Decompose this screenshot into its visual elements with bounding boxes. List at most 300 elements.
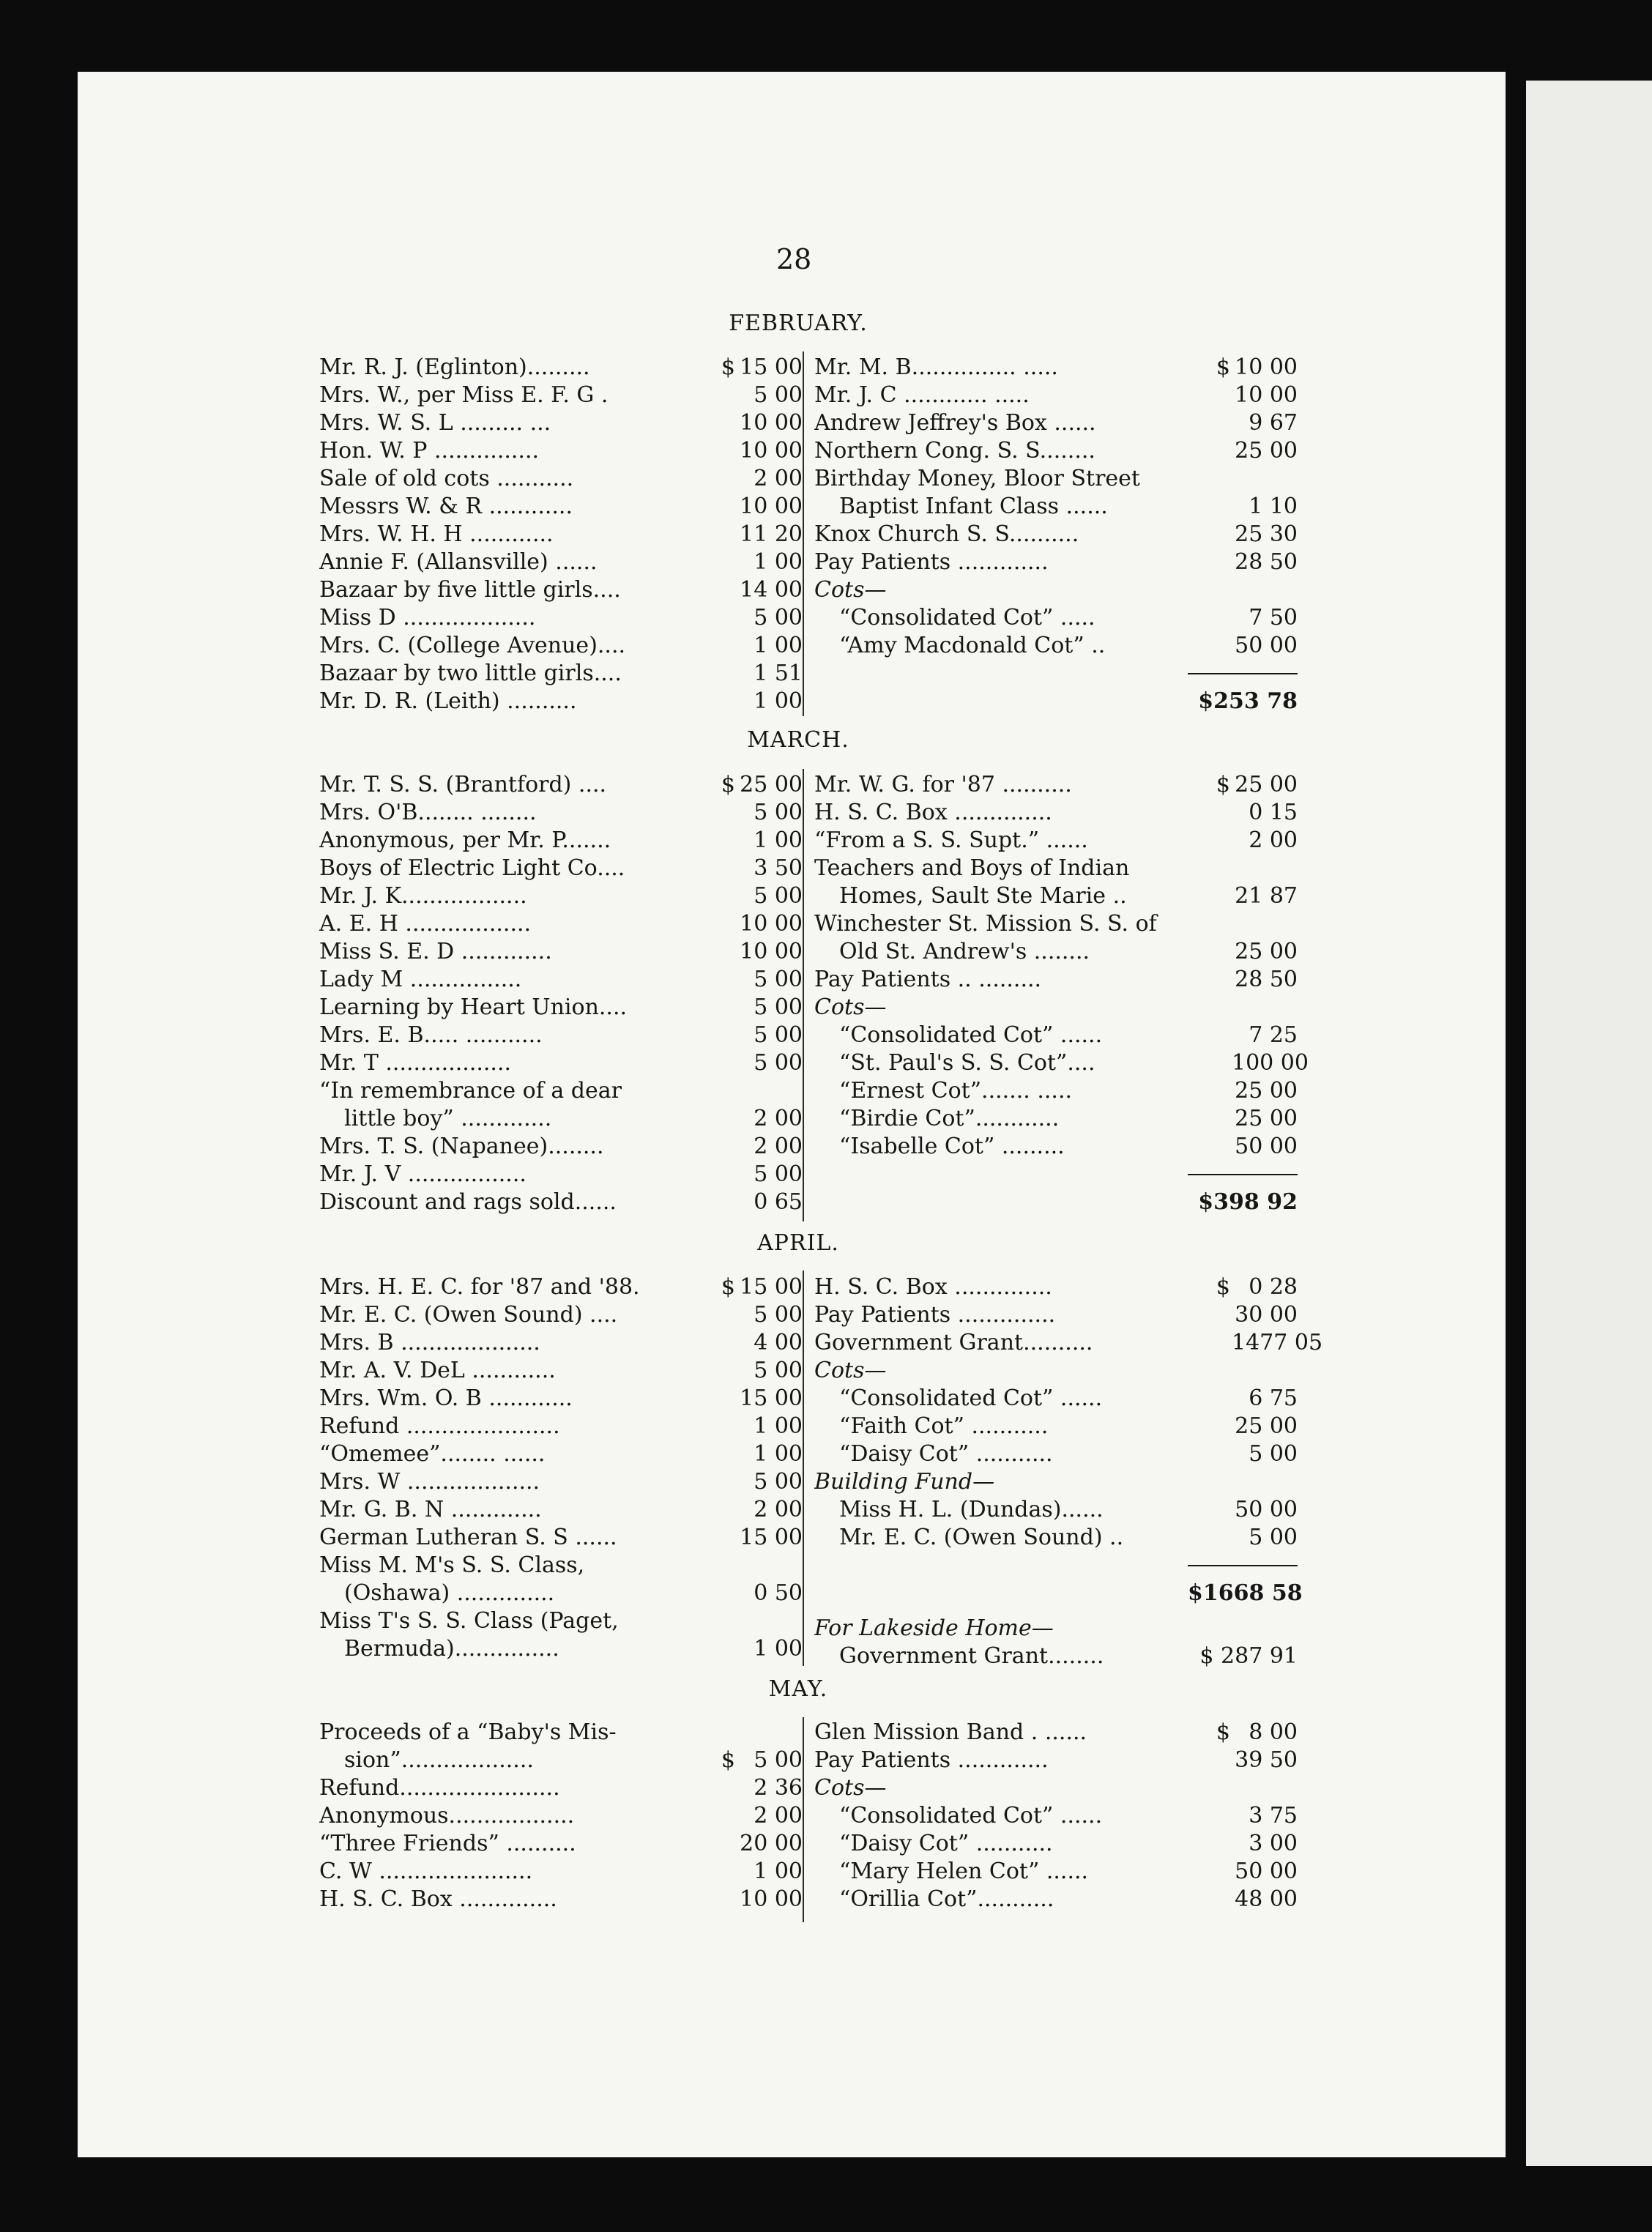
entry-label: H. S. C. Box .............. (319, 1886, 557, 1912)
category-heading: Building Fund— (814, 1469, 995, 1495)
entry-label: “In remembrance of a dear (319, 1078, 622, 1104)
entry-amount: 2 36 (754, 1775, 803, 1801)
category-heading: Cots— (814, 1358, 887, 1383)
entry-amount: 5 00 (754, 1050, 803, 1076)
adjacent-page-edge (1526, 81, 1652, 2166)
total-rule-row (814, 660, 1298, 688)
entry-amount: 5 00 (754, 883, 803, 909)
entry-amount: 10 00 (740, 939, 803, 964)
ledger-row (319, 604, 803, 632)
entry-label: Mrs. C. (College Avenue).... (319, 633, 626, 658)
ledger-row (319, 1635, 803, 1663)
entry-label: Pay Patients .............. (814, 1302, 1056, 1328)
ledger-row (814, 493, 1298, 521)
ledger-row (319, 799, 803, 827)
entry-amount: 2 00 (754, 466, 803, 491)
entry-label: Hon. W. P ............... (319, 438, 540, 464)
ledger-row (319, 1858, 803, 1886)
entry-amount: 5 00 (754, 1022, 803, 1048)
ledger-row (814, 1049, 1309, 1077)
entry-label: Knox Church S. S.......... (814, 521, 1079, 547)
entry-label: Mr. M. B............... ..... (814, 354, 1058, 380)
ledger-row (814, 1413, 1298, 1440)
entry-amount: 2 00 (754, 1134, 803, 1159)
ledger-row (814, 827, 1298, 855)
entry-label: Mrs. T. S. (Napanee)........ (319, 1134, 604, 1159)
entry-label: Winchester St. Mission S. S. of (814, 911, 1157, 937)
entry-label: Mr. W. G. for '87 .......... (814, 772, 1072, 797)
ledger-row (319, 910, 803, 938)
entry-label: Mrs. H. E. C. for '87 and '88. (319, 1274, 640, 1300)
ledger-row (814, 1886, 1298, 1913)
may-left-column (319, 1719, 803, 1913)
entry-label: Mrs. Wm. O. B ............ (319, 1385, 573, 1411)
ledger-row (814, 354, 1298, 382)
entry-amount: 25 30 (1235, 521, 1298, 547)
entry-amount: 15 00 (740, 1274, 803, 1300)
ledger-row (814, 1468, 1298, 1496)
entry-amount: 5 00 (754, 1302, 803, 1328)
entry-label: Homes, Sault Ste Marie .. (839, 883, 1127, 909)
entry-label: C. W ...................... (319, 1859, 533, 1884)
entry-label: Mr. E. C. (Owen Sound) .... (319, 1302, 618, 1328)
entry-amount: 11 20 (740, 521, 803, 547)
ledger-row (319, 354, 803, 382)
total-rule (1188, 673, 1298, 674)
ledger-row (319, 882, 803, 910)
entry-label: Bazaar by five little girls.... (319, 577, 621, 603)
entry-amount: 5 00 (754, 605, 803, 630)
entry-label: Government Grant.......... (814, 1330, 1093, 1355)
total-row (814, 688, 1298, 715)
entry-label: Messrs W. & R ............ (319, 494, 573, 519)
entry-amount: 50 00 (1235, 1859, 1298, 1884)
entry-label: Miss T's S. S. Class (Paget, (319, 1608, 619, 1634)
dollar-sign: $ (721, 1274, 735, 1300)
entry-label: Sale of old cots ........... (319, 466, 574, 491)
ledger-row (319, 771, 803, 799)
ledger-row (319, 688, 803, 715)
ledger-row (814, 576, 1298, 604)
entry-label: little boy” ............. (344, 1106, 552, 1131)
dollar-sign: $ (1216, 354, 1230, 380)
entry-label: “Ernest Cot”....... ..... (839, 1078, 1073, 1104)
entry-label: Miss M. M's S. S. Class, (319, 1552, 585, 1578)
entry-amount: 25 00 (1235, 1078, 1298, 1104)
entry-label: German Lutheran S. S ...... (319, 1525, 617, 1550)
entry-amount: 28 50 (1235, 967, 1298, 992)
ledger-row (319, 1022, 803, 1049)
ledger-row (319, 1580, 803, 1607)
month-heading-february: FEBRUARY. (729, 310, 868, 336)
entry-label: Mrs. B .................... (319, 1330, 540, 1355)
entry-amount: 50 00 (1235, 1134, 1298, 1159)
entry-amount: 9 67 (1249, 410, 1298, 436)
ledger-row (319, 1496, 803, 1524)
entry-amount: 3 75 (1249, 1803, 1298, 1829)
total-row (814, 1188, 1298, 1216)
ledger-row (319, 660, 803, 688)
ledger-row (814, 799, 1298, 827)
entry-label: Mrs. W. H. H ............ (319, 521, 554, 547)
entry-amount: 50 00 (1235, 1497, 1298, 1522)
entry-label: Lady M ................ (319, 967, 522, 992)
april-left-column (319, 1273, 803, 1663)
entry-label: Refund....................... (319, 1775, 560, 1801)
entry-label: Mr. J. K.................. (319, 883, 527, 909)
ledger-row (319, 521, 803, 548)
ledger-row (814, 1746, 1298, 1774)
entry-label: “Faith Cot” ........... (839, 1413, 1049, 1439)
category-heading: Cots— (814, 1775, 887, 1801)
entry-label: Mrs. E. B..... ........... (319, 1022, 543, 1048)
ledger-row (814, 604, 1298, 632)
entry-label: “Consolidated Cot” ..... (839, 605, 1095, 630)
month-total: $253 78 (1198, 688, 1298, 714)
lakeside-heading: For Lakeside Home— (814, 1615, 1054, 1641)
entry-label: “Daisy Cot” ........... (839, 1831, 1053, 1856)
entry-amount: 0 65 (754, 1189, 803, 1215)
dollar-sign: $ (721, 354, 735, 380)
entry-amount: 25 00 (1235, 772, 1298, 797)
ledger-row (814, 938, 1298, 966)
entry-label: (Oshawa) .............. (344, 1580, 555, 1606)
lakeside-heading-row (814, 1615, 1298, 1643)
ledger-row (319, 938, 803, 966)
entry-label: sion”................... (344, 1747, 534, 1773)
entry-label: Old St. Andrew's ........ (839, 939, 1090, 964)
entry-label: “Consolidated Cot” ...... (839, 1803, 1103, 1829)
lakeside-grant-amount: $ 287 91 (1199, 1643, 1298, 1669)
entry-amount: 1 10 (1249, 494, 1298, 519)
ledger-row (814, 910, 1298, 938)
ledger-row (814, 1440, 1298, 1468)
entry-amount: 1 00 (754, 549, 803, 575)
ledger-row (319, 1301, 803, 1329)
ledger-row (814, 994, 1298, 1022)
entry-amount: 48 00 (1235, 1886, 1298, 1912)
entry-amount: 5 00 (754, 967, 803, 992)
ledger-row (319, 1552, 803, 1580)
entry-label: Mr. G. B. N ............. (319, 1497, 542, 1522)
ledger-row (814, 1022, 1298, 1049)
entry-label: Mr. A. V. DeL ............ (319, 1358, 556, 1383)
ledger-row (814, 1329, 1323, 1357)
entry-label: Mrs. O'B........ ........ (319, 800, 537, 825)
entry-amount: 1 00 (754, 1859, 803, 1884)
entry-amount: 5 00 (754, 994, 803, 1020)
ledger-row (319, 1440, 803, 1468)
entry-label: Miss D ................... (319, 605, 536, 630)
entry-label: Glen Mission Band . ...... (814, 1719, 1087, 1745)
entry-amount: 2 00 (754, 1803, 803, 1829)
entry-amount: 2 00 (1249, 827, 1298, 853)
entry-label: “Isabelle Cot” ......... (839, 1134, 1065, 1159)
entry-amount: 8 00 (1249, 1719, 1298, 1745)
entry-label: Boys of Electric Light Co.... (319, 855, 625, 881)
entry-label: “Mary Helen Cot” ...... (839, 1859, 1089, 1884)
entry-label: Northern Cong. S. S........ (814, 438, 1095, 464)
ledger-row (319, 994, 803, 1022)
ledger-row (814, 1105, 1298, 1133)
ledger-row (814, 1719, 1298, 1746)
entry-amount: 5 00 (754, 1161, 803, 1187)
entry-label: “Orillia Cot”........... (839, 1886, 1054, 1912)
column-divider (803, 769, 804, 1221)
entry-amount: 3 50 (754, 855, 803, 881)
entry-amount: 28 50 (1235, 549, 1298, 575)
entry-amount: 5 00 (1249, 1525, 1298, 1550)
ledger-row (814, 382, 1298, 409)
entry-amount: 3 00 (1249, 1831, 1298, 1856)
entry-label: Pay Patients ............. (814, 1747, 1049, 1773)
entry-amount: 15 00 (740, 1525, 803, 1550)
entry-amount: 15 00 (740, 354, 803, 380)
entry-label: “Amy Macdonald Cot” .. (839, 633, 1106, 658)
ledger-row (319, 1886, 803, 1913)
entry-label: Refund ...................... (319, 1413, 560, 1439)
april-right-column (814, 1273, 1323, 1607)
entry-amount: 0 50 (754, 1580, 803, 1606)
entry-amount: 20 00 (740, 1831, 803, 1856)
month-heading-april: APRIL. (757, 1230, 839, 1256)
entry-label: H. S. C. Box .............. (814, 800, 1052, 825)
dollar-sign: $ (721, 1747, 735, 1773)
month-heading-march: MARCH. (747, 727, 849, 753)
column-divider (803, 1717, 804, 1922)
entry-label: Mr. T. S. S. (Brantford) .... (319, 772, 607, 797)
ledger-row (319, 576, 803, 604)
entry-label: Miss S. E. D ............. (319, 939, 552, 964)
ledger-row (319, 1188, 803, 1216)
category-heading: Cots— (814, 577, 887, 603)
entry-label: “Daisy Cot” ........... (839, 1441, 1053, 1467)
ledger-row (814, 1496, 1298, 1524)
ledger-row (814, 409, 1298, 437)
ledger-row (814, 1301, 1298, 1329)
entry-amount: 30 00 (1235, 1302, 1298, 1328)
march-right-column (814, 771, 1309, 1216)
column-divider (803, 351, 804, 716)
entry-amount: 6 75 (1249, 1385, 1298, 1411)
entry-amount: 7 25 (1249, 1022, 1298, 1048)
ledger-row (814, 771, 1298, 799)
ledger-row (814, 966, 1298, 994)
ledger-row (319, 632, 803, 660)
entry-label: “Consolidated Cot” ...... (839, 1385, 1103, 1411)
entry-amount: 10 00 (1235, 382, 1298, 408)
entry-amount: 2 00 (754, 1106, 803, 1131)
entry-amount: 1 00 (754, 633, 803, 658)
entry-label: Mr. J. V ................. (319, 1161, 527, 1187)
entry-label: Pay Patients .. ......... (814, 967, 1042, 992)
entry-amount: 10 00 (740, 410, 803, 436)
total-rule (1188, 1174, 1298, 1175)
entry-amount: 1 00 (754, 1441, 803, 1467)
entry-label: Anonymous, per Mr. P....... (319, 827, 611, 853)
entry-amount: 1 51 (754, 661, 803, 686)
entry-amount: 25 00 (1235, 1413, 1298, 1439)
entry-label: “From a S. S. Supt.” ...... (814, 827, 1088, 853)
entry-amount: 10 00 (740, 438, 803, 464)
ledger-row (319, 1161, 803, 1188)
ledger-row (319, 465, 803, 493)
entry-amount: 4 00 (754, 1330, 803, 1355)
entry-label: “Birdie Cot”............ (839, 1106, 1060, 1131)
entry-label: Pay Patients ............. (814, 549, 1049, 575)
entry-label: “Three Friends” .......... (319, 1831, 576, 1856)
entry-amount: 25 00 (1235, 438, 1298, 464)
entry-amount: 5 00 (754, 382, 803, 408)
ledger-row (319, 1802, 803, 1830)
entry-label: Teachers and Boys of Indian (814, 855, 1130, 881)
entry-label: Mrs. W. S. L ......... ... (319, 410, 551, 436)
entry-amount: 10 00 (740, 1886, 803, 1912)
entry-amount: 2 00 (754, 1497, 803, 1522)
column-divider (803, 1271, 804, 1666)
entry-amount: 14 00 (740, 577, 803, 603)
april-lakeside-block (814, 1615, 1298, 1670)
month-heading-may: MAY. (768, 1676, 828, 1702)
lakeside-grant-label: Government Grant........ (839, 1643, 1104, 1669)
february-left-column (319, 354, 803, 715)
ledger-row (319, 1607, 803, 1635)
entry-label: Learning by Heart Union.... (319, 994, 628, 1020)
ledger-row (319, 548, 803, 576)
lakeside-grant-row (814, 1643, 1298, 1670)
entry-amount: 5 00 (754, 1469, 803, 1495)
entry-label: Bazaar by two little girls.... (319, 661, 622, 686)
entry-label: Mrs. W ................... (319, 1469, 540, 1495)
ledger-row (814, 1524, 1298, 1552)
entry-amount: 5 00 (1249, 1441, 1298, 1467)
ledger-row (319, 409, 803, 437)
ledger-row (814, 1357, 1298, 1385)
entry-label: Baptist Infant Class ...... (839, 494, 1108, 519)
ledger-row (814, 1858, 1298, 1886)
entry-amount: 5 00 (754, 1747, 803, 1773)
entry-label: Mr. J. C ............ ..... (814, 382, 1030, 408)
dollar-sign: $ (1216, 772, 1230, 797)
entry-amount: 25 00 (740, 772, 803, 797)
ledger-row (319, 1524, 803, 1552)
entry-amount: 1 00 (754, 827, 803, 853)
ledger-row (319, 1105, 803, 1133)
entry-amount: 5 00 (754, 1358, 803, 1383)
total-rule-row (814, 1161, 1298, 1188)
entry-amount: 1 00 (754, 1413, 803, 1439)
entry-label: Mr. R. J. (Eglinton)......... (319, 354, 590, 380)
entry-amount: 5 00 (754, 800, 803, 825)
month-total: $1668 58 (1188, 1580, 1303, 1606)
ledger-row (319, 855, 803, 882)
ledger-row (319, 827, 803, 855)
ledger-row (814, 1830, 1298, 1858)
entry-amount: 15 00 (740, 1385, 803, 1411)
ledger-row (319, 1133, 803, 1161)
entry-label: Discount and rags sold...... (319, 1189, 617, 1215)
ledger-row (814, 882, 1298, 910)
february-right-column (814, 354, 1298, 715)
entry-label: Proceeds of a “Baby's Mis- (319, 1719, 617, 1745)
ledger-row (319, 1357, 803, 1385)
ledger-row (319, 1385, 803, 1413)
ledger-row (319, 1049, 803, 1077)
ledger-row (319, 966, 803, 994)
entry-amount: 1 00 (754, 688, 803, 714)
entry-label: Miss H. L. (Dundas)...... (839, 1497, 1104, 1522)
ledger-row (319, 1468, 803, 1496)
entry-label: Mr. E. C. (Owen Sound) .. (839, 1525, 1124, 1550)
ledger-row (319, 1774, 803, 1802)
ledger-row (814, 1774, 1298, 1802)
ledger-row (814, 437, 1298, 465)
ledger-row (319, 382, 803, 409)
ledger-row (814, 1077, 1298, 1105)
entry-label: “St. Paul's S. S. Cot”.... (839, 1050, 1095, 1076)
entry-label: Mr. T .................. (319, 1050, 512, 1076)
entry-amount: 50 00 (1235, 633, 1298, 658)
ledger-row (814, 1385, 1298, 1413)
entry-amount: 10 00 (740, 494, 803, 519)
entry-label: Annie F. (Allansville) ...... (319, 549, 598, 575)
march-left-column (319, 771, 803, 1216)
ledger-row (319, 437, 803, 465)
total-rule-row (814, 1552, 1298, 1580)
dollar-sign: $ (721, 772, 735, 797)
ledger-row (814, 548, 1298, 576)
dollar-sign: $ (1216, 1719, 1230, 1745)
entry-label: Andrew Jeffrey's Box ...... (814, 410, 1096, 436)
ledger-row (319, 493, 803, 521)
entry-label: Mrs. W., per Miss E. F. G . (319, 382, 609, 408)
category-heading: Cots— (814, 994, 887, 1020)
entry-amount: 1477 05 (1232, 1330, 1323, 1355)
ledger-row (814, 1273, 1298, 1301)
entry-label: Anonymous.................. (319, 1803, 575, 1829)
ledger-row (814, 632, 1298, 660)
entry-amount: 10 00 (740, 911, 803, 937)
total-rule (1188, 1565, 1298, 1566)
ledger-row (319, 1719, 803, 1746)
ledger-row (814, 855, 1298, 882)
entry-amount: 7 50 (1249, 605, 1298, 630)
entry-amount: 100 00 (1232, 1050, 1309, 1076)
may-right-column (814, 1719, 1298, 1913)
entry-amount: 21 87 (1235, 883, 1298, 909)
ledger-row (814, 1802, 1298, 1830)
entry-amount: 10 00 (1235, 354, 1298, 380)
ledger-row (814, 521, 1298, 548)
ledger-row (814, 465, 1298, 493)
ledger-row (319, 1830, 803, 1858)
ledger-row (319, 1273, 803, 1301)
ledger-row (319, 1746, 803, 1774)
page-number: 28 (776, 243, 812, 275)
entry-amount: 25 00 (1235, 1106, 1298, 1131)
entry-label: “Consolidated Cot” ...... (839, 1022, 1103, 1048)
entry-label: Birthday Money, Bloor Street (814, 466, 1140, 491)
entry-amount: 0 15 (1249, 800, 1298, 825)
entry-label: Bermuda)............... (344, 1636, 559, 1662)
entry-amount: 39 50 (1235, 1747, 1298, 1773)
entry-label: A. E. H .................. (319, 911, 532, 937)
ledger-row (319, 1329, 803, 1357)
month-total: $398 92 (1198, 1189, 1298, 1215)
total-row (814, 1580, 1303, 1607)
entry-amount: 1 00 (754, 1636, 803, 1662)
entry-label: “Omemee”........ ...... (319, 1441, 546, 1467)
